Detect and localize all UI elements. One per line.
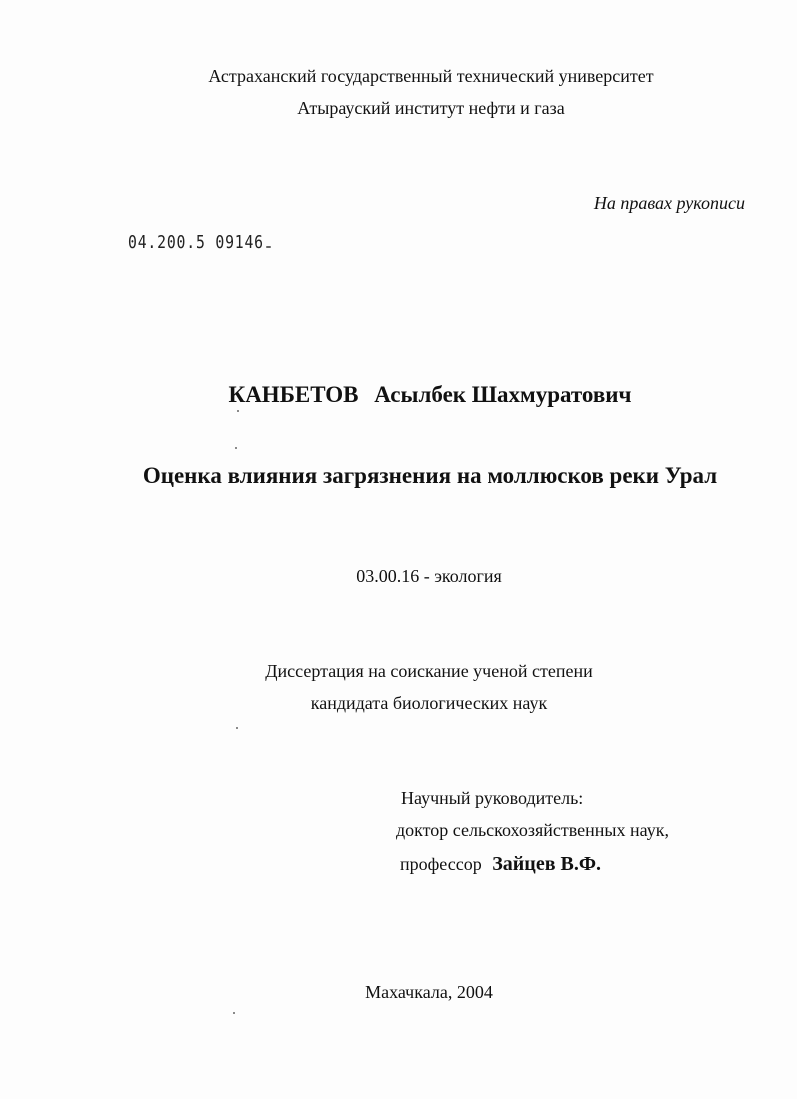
scan-speck	[236, 727, 238, 729]
supervisor-label: Научный руководитель:	[401, 788, 584, 808]
archive-stamp-number	[128, 232, 264, 253]
university-name: Астраханский государственный технический университет	[208, 66, 654, 86]
supervisor-name-line	[400, 853, 601, 876]
author-given-names: Асылбек Шахмуратович	[374, 382, 632, 407]
scan-speck	[237, 410, 239, 412]
dissertation-title: Оценка влияния загрязнения на моллюсков реки Урал	[142, 463, 718, 488]
place-and-year: Махачкала, 2004	[365, 982, 493, 1002]
author-name	[0, 382, 797, 408]
supervisor-degree: доктор сельскохозяйственных наук,	[396, 820, 669, 840]
supervisor-name: Зайцев В.Ф.	[492, 853, 602, 875]
supervisor-rank: профессор	[400, 854, 482, 874]
degree-line-2: кандидата биологических наук	[310, 693, 548, 713]
stamp-number-text: 04.200.5 09146	[128, 232, 264, 253]
author-surname: КАНБЕТОВ	[228, 382, 359, 407]
specialty-code: 03.00.16 - экология	[356, 566, 502, 586]
degree-line-1: Диссертация на соискание ученой степени	[265, 661, 593, 681]
manuscript-rights-note: На правах рукописи	[593, 193, 745, 213]
scan-speck	[266, 246, 271, 248]
scan-speck	[235, 447, 237, 449]
scan-speck	[233, 1012, 235, 1014]
institute-name: Атырауский институт нефти и газа	[297, 98, 565, 118]
